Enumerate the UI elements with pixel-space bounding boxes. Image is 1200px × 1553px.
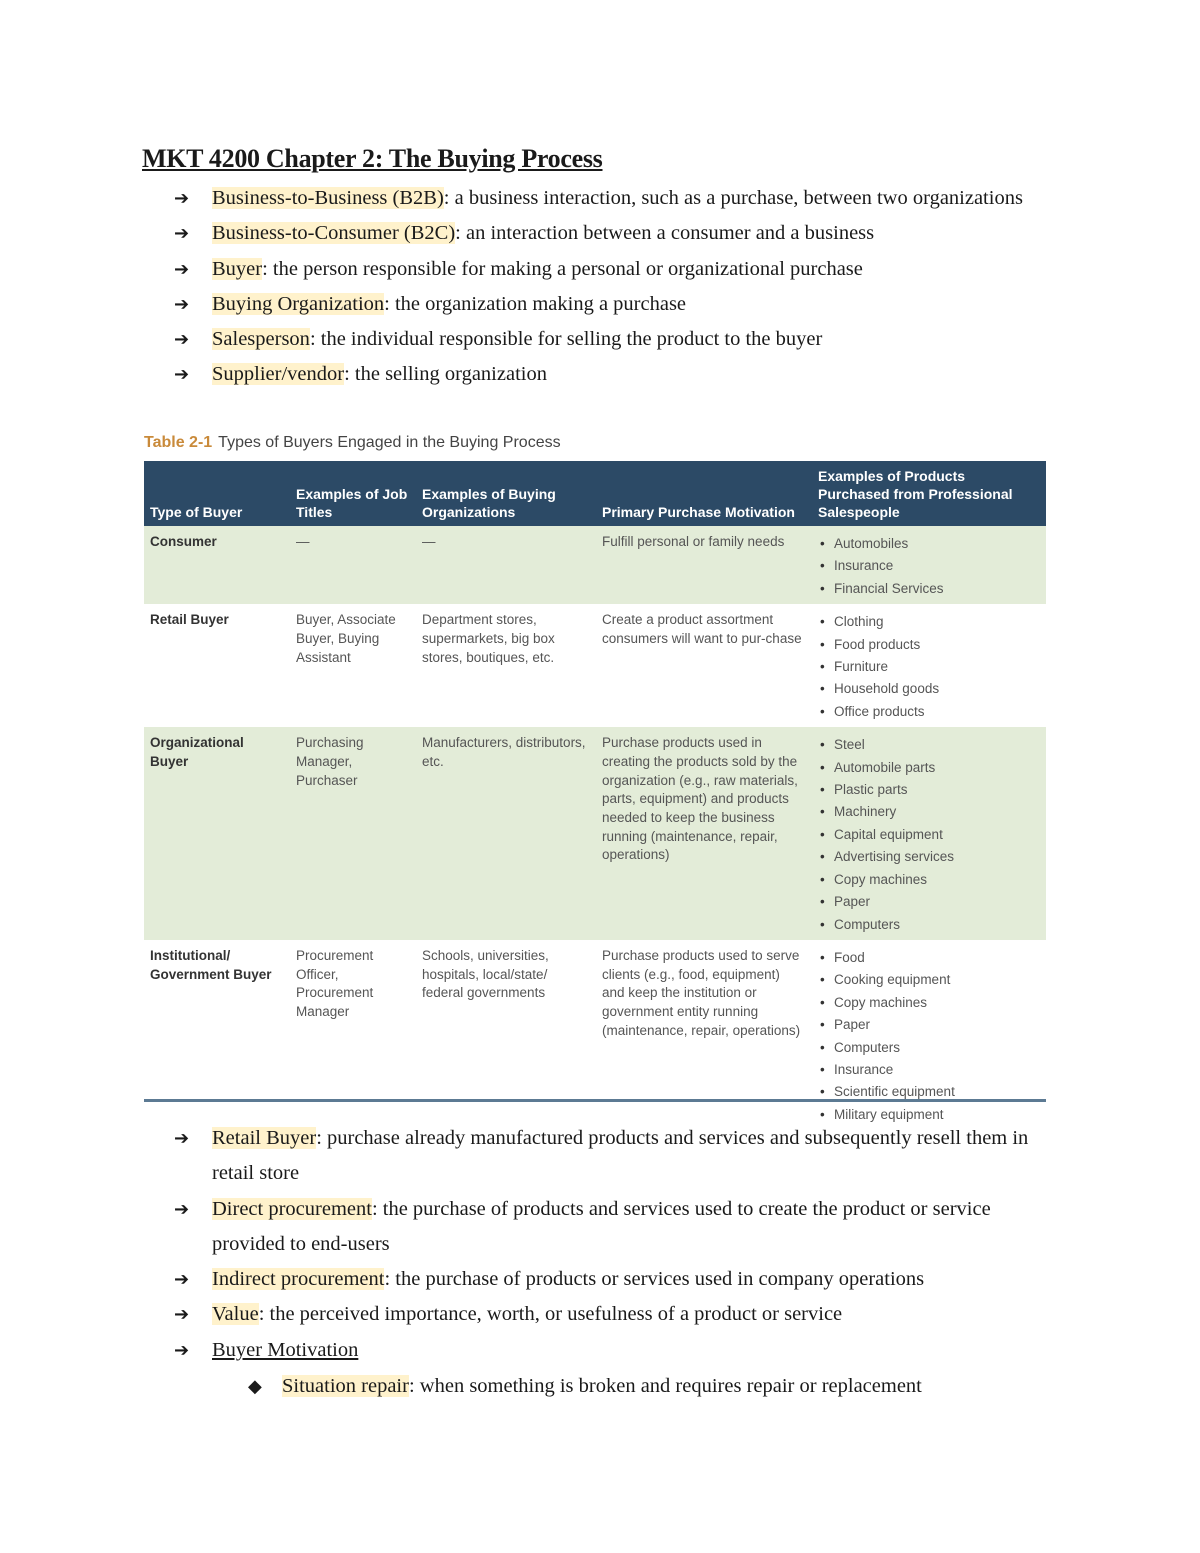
definition: : the individual responsible for selling the product to the buyer (309, 328, 823, 351)
definitions-bottom-list (174, 1121, 1054, 1368)
product-item: • Plastic parts (818, 779, 1040, 801)
product-item: • Financial Services (818, 578, 1040, 600)
term: Supplier/vendor (212, 363, 345, 386)
product-item: • Capital equipment (818, 824, 1040, 846)
term: Value (212, 1303, 259, 1326)
cell-orgs: Schools, universities, hospitals, local/state/ federal governments (422, 947, 549, 1001)
definition: : the perceived importance, worth, or usefulness of a product or service (258, 1303, 843, 1326)
arrow-icon: ➔ (174, 1198, 190, 1220)
term: Business-to-Business (B2B) (212, 187, 444, 209)
table-number: Table 2-1 (144, 434, 213, 451)
cell-type: Institutional/ Government Buyer (150, 947, 272, 982)
list-item (174, 1121, 1054, 1192)
arrow-icon: ➔ (174, 188, 190, 209)
list-item (174, 216, 1054, 251)
list-item (174, 181, 1054, 216)
definition: : purchase already manufactured products and services and subsequently resell them in retail store (212, 1127, 1029, 1185)
definition: : the purchase of products and services used to create the product or service provided to end-users (212, 1197, 991, 1255)
product-item: • Computers (818, 914, 1040, 936)
term: Business-to-Consumer (B2C) (212, 222, 456, 245)
product-item: • Copy machines (818, 869, 1040, 891)
product-item: • Household goods (818, 678, 1040, 700)
term: Retail Buyer (212, 1127, 317, 1149)
cell-motivation: Purchase products used in creating the products sold by the organization (e.g., raw materials, parts, equipment) and products needed to keep the business running (maintenance, repair, operations) (596, 727, 812, 940)
column-header: Examples of Products Purchased from Professional Salespeople (812, 461, 1046, 526)
product-item: • Insurance (818, 555, 1040, 577)
cell-titles: Buyer, Associate Buyer, Buying Assistant (296, 612, 396, 665)
cell-products (812, 604, 1046, 727)
cell-motivation: Purchase products used to serve clients (e.g., food, equipment) and keep the institution or government entity running (maintenance, repair, operations) (602, 947, 801, 1038)
term: Salesperson (212, 328, 310, 351)
cell-orgs: Department stores, supermarkets, big box stores, boutiques, etc. (422, 612, 555, 665)
diamond-bullet-icon: ◆ (248, 1376, 262, 1397)
definition: : the selling organization (344, 363, 547, 386)
list-item (174, 357, 1054, 392)
list-item (174, 287, 1054, 322)
product-item: • Cooking equipment (818, 969, 1040, 991)
arrow-icon: ➔ (174, 293, 190, 315)
cell-type: Organizational Buyer (144, 727, 290, 940)
page-title: MKT 4200 Chapter 2: The Buying Process (142, 144, 603, 173)
product-item: • Computers (818, 1037, 1040, 1059)
product-item: • Advertising services (818, 846, 1040, 868)
table-row (144, 604, 1046, 727)
arrow-icon: ➔ (174, 329, 190, 351)
definition: : the organization making a purchase (384, 292, 687, 315)
arrow-icon: ➔ (174, 223, 190, 245)
buyer-types-table (144, 461, 1046, 1130)
table-header-row (144, 461, 1046, 526)
column-header: Type of Buyer (144, 461, 290, 526)
cell-motivation: Create a product assortment consumers will want to pur-chase (602, 612, 802, 646)
table-caption-text: Types of Buyers Engaged in the Buying Process (218, 434, 561, 451)
product-item: • Food (818, 947, 1040, 969)
product-item: • Military equipment (818, 1104, 1040, 1126)
term: Direct procurement (212, 1197, 372, 1220)
product-item: • Automobiles (818, 533, 1040, 555)
term: Indirect procurement (212, 1268, 385, 1291)
definition: : an interaction between a consumer and a business (455, 222, 875, 245)
table-caption (144, 434, 561, 452)
cell-orgs: — (416, 526, 596, 604)
product-item: • Steel (818, 734, 1040, 756)
list-item (174, 1297, 1054, 1332)
arrow-icon: ➔ (174, 364, 190, 386)
list-item (174, 1333, 1054, 1368)
definition: : when something is broken and requires repair or replacement (408, 1375, 922, 1397)
product-item: • Paper (818, 891, 1040, 913)
product-item: • Automobile parts (818, 757, 1040, 779)
list-item (246, 1369, 922, 1404)
arrow-icon: ➔ (174, 1339, 190, 1361)
list-item (174, 322, 1054, 357)
table-bottom-rule (144, 1099, 1046, 1102)
table-row (144, 727, 1046, 940)
term: Buyer (212, 257, 263, 280)
column-header: Primary Purchase Motivation (596, 461, 812, 526)
product-item: • Copy machines (818, 992, 1040, 1014)
definition: : the person responsible for making a personal or organizational purchase (262, 257, 863, 280)
cell-motivation: Fulfill personal or family needs (596, 526, 812, 604)
product-item: • Insurance (818, 1059, 1040, 1081)
product-item: • Scientific equipment (818, 1081, 1040, 1103)
definition: : a business interaction, such as a purchase, between two organizations (443, 187, 1023, 209)
arrow-icon: ➔ (174, 1128, 190, 1149)
product-item: • Furniture (818, 656, 1040, 678)
cell-products (812, 526, 1046, 604)
cell-type: Retail Buyer (150, 612, 229, 628)
cell-titles: Procurement Officer, Procurement Manager (296, 947, 374, 1020)
cell-orgs: Manufacturers, distributors, etc. (416, 727, 596, 940)
buyer-motivation-heading: Buyer Motivation (212, 1338, 359, 1361)
column-header: Examples of Buying Organizations (416, 461, 596, 526)
arrow-icon: ➔ (174, 1304, 190, 1326)
list-item (174, 252, 1054, 287)
product-item: • Machinery (818, 801, 1040, 823)
cell-type: Consumer (144, 526, 290, 604)
term: Situation repair (282, 1375, 409, 1397)
arrow-icon: ➔ (174, 258, 190, 280)
list-item (174, 1192, 1054, 1263)
cell-titles: — (290, 526, 416, 604)
product-item: • Office products (818, 701, 1040, 723)
product-item: • Food products (818, 634, 1040, 656)
product-item: • Paper (818, 1014, 1040, 1036)
table-row (144, 526, 1046, 604)
product-item: • Clothing (818, 611, 1040, 633)
term: Buying Organization (212, 292, 385, 315)
list-item (174, 1262, 1054, 1297)
cell-titles: Purchasing Manager, Purchaser (290, 727, 416, 940)
definitions-top-list (174, 181, 1054, 393)
arrow-icon: ➔ (174, 1269, 190, 1291)
cell-products (812, 727, 1046, 940)
definition: : the purchase of products or services used in company operations (384, 1268, 925, 1291)
buyer-motivation-list (246, 1369, 922, 1404)
column-header: Examples of Job Titles (290, 461, 416, 526)
